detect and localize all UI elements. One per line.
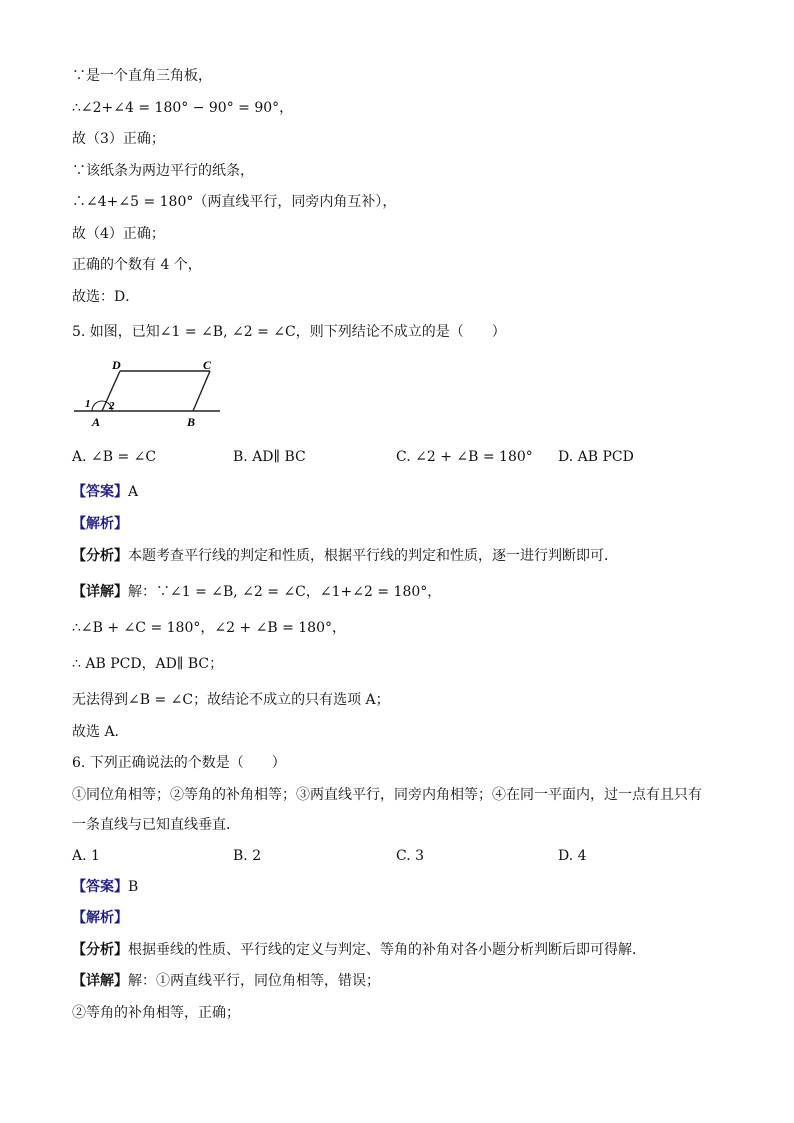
fenxi-tag: 【分析】 bbox=[72, 548, 128, 564]
answer-line bbox=[72, 482, 138, 502]
label-angle-2: 2 bbox=[109, 400, 115, 412]
option-a: A. 1 bbox=[72, 848, 100, 864]
label-a: A bbox=[92, 415, 101, 429]
analysis-tag: 【解析】 bbox=[72, 516, 128, 532]
answer-line bbox=[72, 877, 138, 897]
xiangjie-tag: 【详解】 bbox=[72, 584, 128, 600]
answer-tag: 【答案】 bbox=[72, 879, 128, 895]
text-line: ∴∠2+∠4 = 180° − 90° = 90°， bbox=[72, 100, 294, 116]
xiangjie-text: 解：①两直线平行，同位角相等，错误； bbox=[128, 973, 380, 989]
fenxi-line bbox=[72, 940, 646, 960]
text-line: 故（3）正确； bbox=[72, 131, 165, 147]
text-line: 正确的个数有 4 个， bbox=[72, 257, 202, 273]
label-b: B bbox=[187, 415, 196, 429]
option-d: D. 4 bbox=[558, 848, 587, 864]
fenxi-line bbox=[72, 546, 618, 566]
question-6-body: ①同位角相等；②等角的补角相等；③两直线平行，同旁内角相等；④在同一平面内，过一点有且只有 bbox=[72, 787, 702, 803]
text-line: ∵是一个直角三角板， bbox=[72, 68, 212, 84]
question-5-stem: 5. 如图，已知∠1 = ∠B, ∠2 = ∠C，则下列结论不成立的是（ ） bbox=[72, 324, 506, 340]
fenxi-tag: 【分析】 bbox=[72, 942, 128, 958]
solution-step: ②等角的补角相等，正确； bbox=[72, 1005, 240, 1021]
option-b: B. 2 bbox=[233, 848, 262, 864]
label-d: D bbox=[112, 358, 121, 372]
text-line: 故（4）正确； bbox=[72, 226, 165, 242]
analysis-tag: 【解析】 bbox=[72, 910, 128, 926]
answer-value: A bbox=[128, 484, 139, 500]
option-d: D. AB PCD bbox=[558, 449, 634, 465]
option-c: C. 3 bbox=[396, 848, 425, 864]
text-line: 故选：D． bbox=[72, 289, 140, 305]
option-b: B. AD∥ BC bbox=[233, 449, 306, 465]
question-6-stem: 6. 下列正确说法的个数是（ ） bbox=[72, 755, 286, 771]
question-6-body: 一条直线与已知直线垂直． bbox=[72, 817, 240, 833]
option-c: C. ∠2 + ∠B = 180° bbox=[396, 449, 533, 465]
text-line: ∵该纸条为两边平行的纸条， bbox=[72, 163, 254, 179]
xiangjie-line bbox=[72, 971, 380, 991]
text-line: ∴∠4+∠5 = 180°（两直线平行，同旁内角互补）， bbox=[72, 194, 397, 210]
fenxi-text: 根据垂线的性质、平行线的定义与判定、等角的补角对各小题分析判断后即可得解． bbox=[128, 942, 646, 958]
fenxi-text: 本题考查平行线的判定和性质，根据平行线的判定和性质，逐一进行判断即可． bbox=[128, 548, 618, 564]
side-cb bbox=[193, 371, 210, 411]
xiangjie-line bbox=[72, 582, 441, 602]
answer-tag: 【答案】 bbox=[72, 484, 128, 500]
analysis-line bbox=[72, 908, 128, 928]
label-c: C bbox=[203, 358, 212, 372]
solution-step: ∴∠B + ∠C = 180°，∠2 + ∠B = 180°， bbox=[72, 620, 346, 636]
solution-step: 故选 A． bbox=[72, 724, 129, 740]
option-a: A. ∠B = ∠C bbox=[72, 449, 157, 465]
answer-value: B bbox=[128, 879, 139, 895]
solution-step: ∴ AB PCD，AD∥ BC； bbox=[72, 656, 224, 672]
label-angle-1: 1 bbox=[85, 398, 91, 410]
analysis-line bbox=[72, 514, 128, 534]
xiangjie-tag: 【详解】 bbox=[72, 973, 128, 989]
parallelogram-figure bbox=[70, 354, 230, 430]
xiangjie-text: 解：∵∠1 = ∠B, ∠2 = ∠C，∠1+∠2 = 180°， bbox=[128, 584, 442, 600]
solution-step: 无法得到∠B = ∠C；故结论不成立的只有选项 A； bbox=[72, 692, 390, 708]
